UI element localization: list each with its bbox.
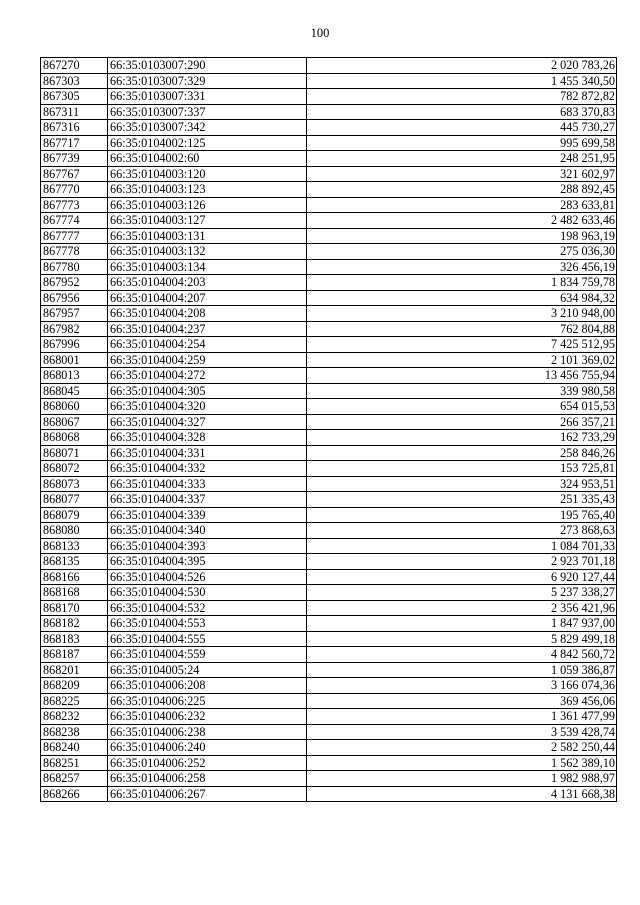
cadastral-number-cell: 66:35:0104002:125 [108, 135, 307, 151]
table-row [41, 383, 617, 399]
value-cell: 2 356 421,96 [307, 600, 617, 616]
value-cell: 251 335,43 [307, 492, 617, 508]
table-row [41, 693, 617, 709]
cadastral-number-cell: 66:35:0104004:207 [108, 290, 307, 306]
value-cell: 7 425 512,95 [307, 337, 617, 353]
value-cell: 2 020 783,26 [307, 58, 617, 74]
value-cell: 266 357,21 [307, 414, 617, 430]
value-cell: 1 084 701,33 [307, 538, 617, 554]
cadastral-number-cell: 66:35:0104004:237 [108, 321, 307, 337]
cadastral-number-cell: 66:35:0104004:553 [108, 616, 307, 632]
row-id-cell: 867739 [41, 151, 108, 167]
cadastral-number-cell: 66:35:0104006:208 [108, 678, 307, 694]
cadastral-number-cell: 66:35:0104004:393 [108, 538, 307, 554]
cadastral-number-cell: 66:35:0104003:123 [108, 182, 307, 198]
value-cell: 445 730,27 [307, 120, 617, 136]
row-id-cell: 868133 [41, 538, 108, 554]
value-cell: 369 456,06 [307, 693, 617, 709]
row-id-cell: 867774 [41, 213, 108, 229]
value-cell: 6 920 127,44 [307, 569, 617, 585]
value-cell: 762 804,88 [307, 321, 617, 337]
table-row [41, 166, 617, 182]
row-id-cell: 867777 [41, 228, 108, 244]
value-cell: 162 733,29 [307, 430, 617, 446]
table-row [41, 678, 617, 694]
value-cell: 1 361 477,99 [307, 709, 617, 725]
row-id-cell: 868073 [41, 476, 108, 492]
value-cell: 2 101 369,02 [307, 352, 617, 368]
row-id-cell: 868077 [41, 492, 108, 508]
value-cell: 198 963,19 [307, 228, 617, 244]
table-row [41, 430, 617, 446]
registry-table [40, 57, 617, 802]
cadastral-number-cell: 66:35:0104003:131 [108, 228, 307, 244]
cadastral-number-cell: 66:35:0104003:120 [108, 166, 307, 182]
cadastral-number-cell: 66:35:0103007:337 [108, 104, 307, 120]
cadastral-number-cell: 66:35:0104004:555 [108, 631, 307, 647]
table-row [41, 771, 617, 787]
row-id-cell: 868183 [41, 631, 108, 647]
cadastral-number-cell: 66:35:0104004:203 [108, 275, 307, 291]
cadastral-number-cell: 66:35:0103007:342 [108, 120, 307, 136]
row-id-cell: 868240 [41, 740, 108, 756]
cadastral-number-cell: 66:35:0104004:208 [108, 306, 307, 322]
cadastral-number-cell: 66:35:0103007:290 [108, 58, 307, 74]
row-id-cell: 867316 [41, 120, 108, 136]
table-row [41, 414, 617, 430]
row-id-cell: 868072 [41, 461, 108, 477]
registry-table-body [41, 58, 617, 802]
value-cell: 683 370,83 [307, 104, 617, 120]
table-row [41, 306, 617, 322]
cadastral-number-cell: 66:35:0104004:526 [108, 569, 307, 585]
value-cell: 1 982 988,97 [307, 771, 617, 787]
value-cell: 4 131 668,38 [307, 786, 617, 802]
row-id-cell: 868045 [41, 383, 108, 399]
row-id-cell: 868068 [41, 430, 108, 446]
table-row [41, 538, 617, 554]
table-row [41, 492, 617, 508]
value-cell: 153 725,81 [307, 461, 617, 477]
cadastral-number-cell: 66:35:0104004:339 [108, 507, 307, 523]
row-id-cell: 868232 [41, 709, 108, 725]
row-id-cell: 867773 [41, 197, 108, 213]
value-cell: 283 633,81 [307, 197, 617, 213]
row-id-cell: 868238 [41, 724, 108, 740]
cadastral-number-cell: 66:35:0104005:24 [108, 662, 307, 678]
cadastral-number-cell: 66:35:0104006:240 [108, 740, 307, 756]
cadastral-number-cell: 66:35:0104004:332 [108, 461, 307, 477]
table-row [41, 120, 617, 136]
table-row [41, 786, 617, 802]
table-row [41, 724, 617, 740]
table-row [41, 275, 617, 291]
value-cell: 288 892,45 [307, 182, 617, 198]
value-cell: 326 456,19 [307, 259, 617, 275]
value-cell: 995 699,58 [307, 135, 617, 151]
cadastral-number-cell: 66:35:0104006:252 [108, 755, 307, 771]
row-id-cell: 868225 [41, 693, 108, 709]
cadastral-number-cell: 66:35:0104004:305 [108, 383, 307, 399]
row-id-cell: 867270 [41, 58, 108, 74]
page-number: 100 [310, 26, 330, 40]
cadastral-number-cell: 66:35:0104006:232 [108, 709, 307, 725]
row-id-cell: 868251 [41, 755, 108, 771]
cadastral-number-cell: 66:35:0104004:340 [108, 523, 307, 539]
value-cell: 321 602,97 [307, 166, 617, 182]
row-id-cell: 867780 [41, 259, 108, 275]
row-id-cell: 868187 [41, 647, 108, 663]
cadastral-number-cell: 66:35:0104004:254 [108, 337, 307, 353]
value-cell: 782 872,82 [307, 89, 617, 105]
table-row [41, 58, 617, 74]
cadastral-number-cell: 66:35:0104004:559 [108, 647, 307, 663]
value-cell: 2 923 701,18 [307, 554, 617, 570]
value-cell: 3 166 074,36 [307, 678, 617, 694]
cadastral-number-cell: 66:35:0104004:272 [108, 368, 307, 384]
table-row [41, 197, 617, 213]
table-row [41, 445, 617, 461]
table-row [41, 73, 617, 89]
row-id-cell: 867311 [41, 104, 108, 120]
cadastral-number-cell: 66:35:0104006:238 [108, 724, 307, 740]
cadastral-number-cell: 66:35:0104006:258 [108, 771, 307, 787]
value-cell: 3 539 428,74 [307, 724, 617, 740]
row-id-cell: 867982 [41, 321, 108, 337]
cadastral-number-cell: 66:35:0103007:329 [108, 73, 307, 89]
table-row [41, 616, 617, 632]
row-id-cell: 868201 [41, 662, 108, 678]
value-cell: 1 847 937,00 [307, 616, 617, 632]
cadastral-number-cell: 66:35:0104004:320 [108, 399, 307, 415]
value-cell: 195 765,40 [307, 507, 617, 523]
cadastral-number-cell: 66:35:0104004:259 [108, 352, 307, 368]
value-cell: 2 582 250,44 [307, 740, 617, 756]
table-row [41, 321, 617, 337]
cadastral-number-cell: 66:35:0104006:267 [108, 786, 307, 802]
cadastral-number-cell: 66:35:0104002:60 [108, 151, 307, 167]
table-row [41, 507, 617, 523]
cadastral-number-cell: 66:35:0104006:225 [108, 693, 307, 709]
row-id-cell: 868170 [41, 600, 108, 616]
value-cell: 5 237 338,27 [307, 585, 617, 601]
value-cell: 1 562 389,10 [307, 755, 617, 771]
cadastral-number-cell: 66:35:0104004:532 [108, 600, 307, 616]
row-id-cell: 867996 [41, 337, 108, 353]
row-id-cell: 868001 [41, 352, 108, 368]
cadastral-number-cell: 66:35:0104004:327 [108, 414, 307, 430]
value-cell: 258 846,26 [307, 445, 617, 461]
cadastral-number-cell: 66:35:0104004:333 [108, 476, 307, 492]
value-cell: 654 015,53 [307, 399, 617, 415]
value-cell: 339 980,58 [307, 383, 617, 399]
cadastral-number-cell: 66:35:0103007:331 [108, 89, 307, 105]
table-row [41, 600, 617, 616]
value-cell: 5 829 499,18 [307, 631, 617, 647]
table-row [41, 631, 617, 647]
row-id-cell: 867956 [41, 290, 108, 306]
table-row [41, 662, 617, 678]
table-row [41, 461, 617, 477]
row-id-cell: 868067 [41, 414, 108, 430]
value-cell: 1 455 340,50 [307, 73, 617, 89]
cadastral-number-cell: 66:35:0104003:134 [108, 259, 307, 275]
value-cell: 248 251,95 [307, 151, 617, 167]
value-cell: 4 842 560,72 [307, 647, 617, 663]
table-row [41, 585, 617, 601]
table-row [41, 228, 617, 244]
cadastral-number-cell: 66:35:0104004:395 [108, 554, 307, 570]
value-cell: 634 984,32 [307, 290, 617, 306]
row-id-cell: 868257 [41, 771, 108, 787]
table-row [41, 151, 617, 167]
row-id-cell: 867717 [41, 135, 108, 151]
value-cell: 2 482 633,46 [307, 213, 617, 229]
row-id-cell: 867778 [41, 244, 108, 260]
table-row [41, 399, 617, 415]
table-row [41, 290, 617, 306]
cadastral-number-cell: 66:35:0104004:530 [108, 585, 307, 601]
cadastral-number-cell: 66:35:0104004:337 [108, 492, 307, 508]
row-id-cell: 868166 [41, 569, 108, 585]
table-row [41, 213, 617, 229]
table-row [41, 368, 617, 384]
value-cell: 273 868,63 [307, 523, 617, 539]
row-id-cell: 867770 [41, 182, 108, 198]
row-id-cell: 868060 [41, 399, 108, 415]
row-id-cell: 868013 [41, 368, 108, 384]
table-row [41, 337, 617, 353]
table-row [41, 259, 617, 275]
value-cell: 3 210 948,00 [307, 306, 617, 322]
cadastral-number-cell: 66:35:0104003:127 [108, 213, 307, 229]
cadastral-number-cell: 66:35:0104004:331 [108, 445, 307, 461]
value-cell: 275 036,30 [307, 244, 617, 260]
value-cell: 1 059 386,87 [307, 662, 617, 678]
table-row [41, 709, 617, 725]
table-row [41, 569, 617, 585]
table-row [41, 89, 617, 105]
table-row [41, 244, 617, 260]
cadastral-number-cell: 66:35:0104004:328 [108, 430, 307, 446]
table-row [41, 352, 617, 368]
table-row [41, 476, 617, 492]
row-id-cell: 867957 [41, 306, 108, 322]
value-cell: 1 834 759,78 [307, 275, 617, 291]
table-row [41, 523, 617, 539]
row-id-cell: 868080 [41, 523, 108, 539]
row-id-cell: 868135 [41, 554, 108, 570]
row-id-cell: 868071 [41, 445, 108, 461]
row-id-cell: 867767 [41, 166, 108, 182]
table-row [41, 740, 617, 756]
value-cell: 324 953,51 [307, 476, 617, 492]
row-id-cell: 867952 [41, 275, 108, 291]
row-id-cell: 868209 [41, 678, 108, 694]
table-row [41, 104, 617, 120]
value-cell: 13 456 755,94 [307, 368, 617, 384]
row-id-cell: 867305 [41, 89, 108, 105]
table-row [41, 755, 617, 771]
row-id-cell: 868079 [41, 507, 108, 523]
cadastral-number-cell: 66:35:0104003:126 [108, 197, 307, 213]
table-row [41, 647, 617, 663]
row-id-cell: 868182 [41, 616, 108, 632]
table-row [41, 182, 617, 198]
table-row [41, 135, 617, 151]
row-id-cell: 868266 [41, 786, 108, 802]
row-id-cell: 868168 [41, 585, 108, 601]
table-row [41, 554, 617, 570]
cadastral-number-cell: 66:35:0104003:132 [108, 244, 307, 260]
row-id-cell: 867303 [41, 73, 108, 89]
